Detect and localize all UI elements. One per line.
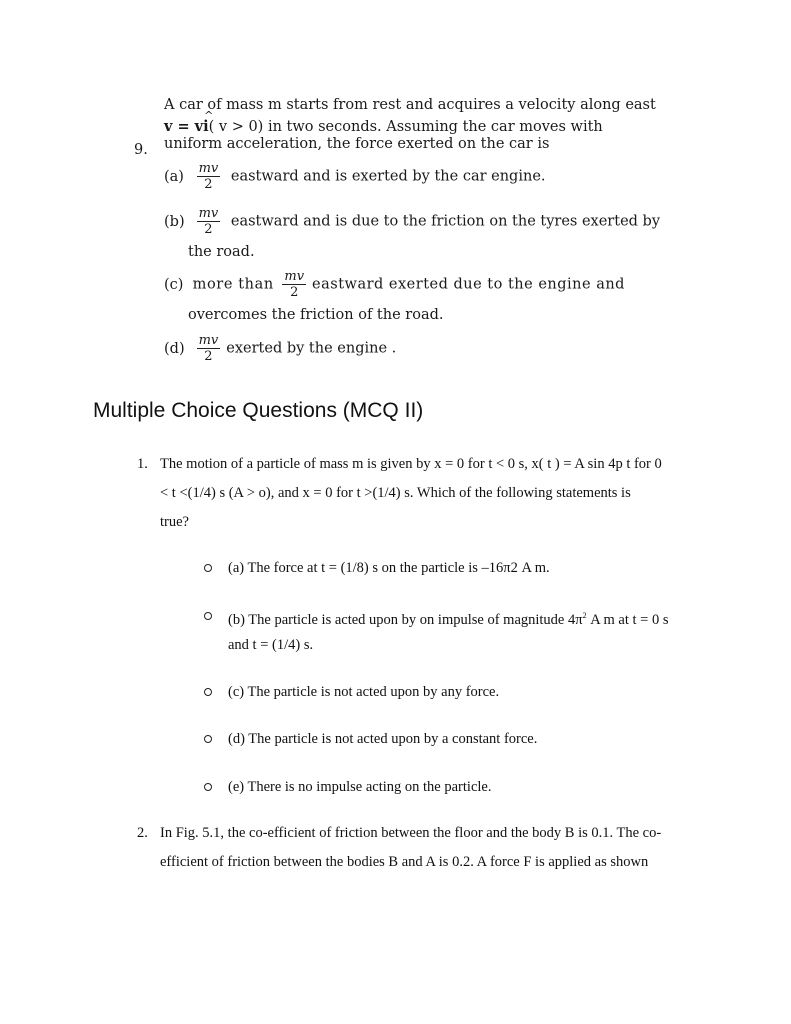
fraction-mv-over-2: $\frac{mv}{2}$ [198,206,219,237]
q9-option-b [164,207,660,236]
bullet-icon [204,688,212,696]
mcq-2-line-1: In Fig. 5.1, the co-efficient of friction between the floor and the body B is 0.1. The co- [160,825,662,841]
bullet-icon [204,735,212,743]
q9-option-c-continuation: overcomes the friction of the road. [188,307,444,323]
option-text: exerted by the engine . [226,340,397,357]
fraction-mv-over-2: $\frac{mv}{2}$ [198,161,219,192]
q9-stem-line-3: uniform acceleration, the force exerted on the car is [164,136,550,152]
mcq-2-line-2: efficient of friction between the bodies B and A is 0.2. A force F is applied as shown [160,854,649,870]
mcq-1-line-3: true? [160,514,189,530]
mcq-1-line-1: The motion of a particle of mass m is given by x = 0 for t < 0 s, x( t ) = A sin 4p t for 0 [160,456,662,472]
q9-stem-line-1: A car of mass m starts from rest and acquires a velocity along east [164,97,656,113]
fraction-mv-over-2: $\frac{mv}{2}$ [198,333,219,364]
fraction-mv-over-2: $\frac{mv}{2}$ [284,269,305,300]
mcq-2-number: 2. [137,825,148,841]
option-label: (b) [164,213,185,230]
bullet-icon [204,564,212,572]
q9-stem-line-2 [164,118,603,135]
option-text: (b) The particle is acted upon by on impulse of magnitude 4π [228,611,583,628]
mcq-1-option-d: (d) The particle is not acted upon by a constant force. [228,731,538,747]
velocity-expression: v = v [164,118,204,135]
q9-option-d [164,334,396,363]
mcq-1-option-e: (e) There is no impulse acting on the particle. [228,779,492,795]
unit-vector-i: ^ i [203,118,209,135]
mcq-1-option-c: (c) The particle is not acted upon by any force. [228,684,500,700]
option-label: (a) [164,168,184,185]
superscript: 2 [582,611,587,620]
option-text: eastward and is exerted by the car engine. [230,168,546,185]
q9-option-a [164,162,546,191]
section-heading: Multiple Choice Questions (MCQ II) [93,399,424,422]
mcq-1-line-2: < t <(1/4) s (A > o), and x = 0 for t >(1/4) s. Which of the following statements is [160,485,631,501]
option-text: eastward and is due to the friction on the tyres exerted by [230,213,661,230]
mcq-1-number: 1. [137,456,148,472]
mcq-1-option-a: (a) The force at t = (1/8) s on the particle is –16π2 A m. [228,560,550,576]
q9-option-c [164,270,625,299]
bullet-icon [204,783,212,791]
mcq-1-option-b-continuation: and t = (1/4) s. [228,637,314,653]
q9-number: 9. [134,142,148,158]
option-label: (c) [164,276,184,293]
option-label: (d) [164,340,185,357]
option-text: eastward exerted due to the engine and [312,276,625,293]
q9-stem-line-2-rest: ( v > 0) in two seconds. Assuming the car moves with [208,119,603,135]
q9-option-b-continuation: the road. [188,244,255,260]
option-prefix: more than [192,276,274,293]
bullet-icon [204,612,212,620]
option-text-rest: A m at t = 0 s [586,611,669,628]
